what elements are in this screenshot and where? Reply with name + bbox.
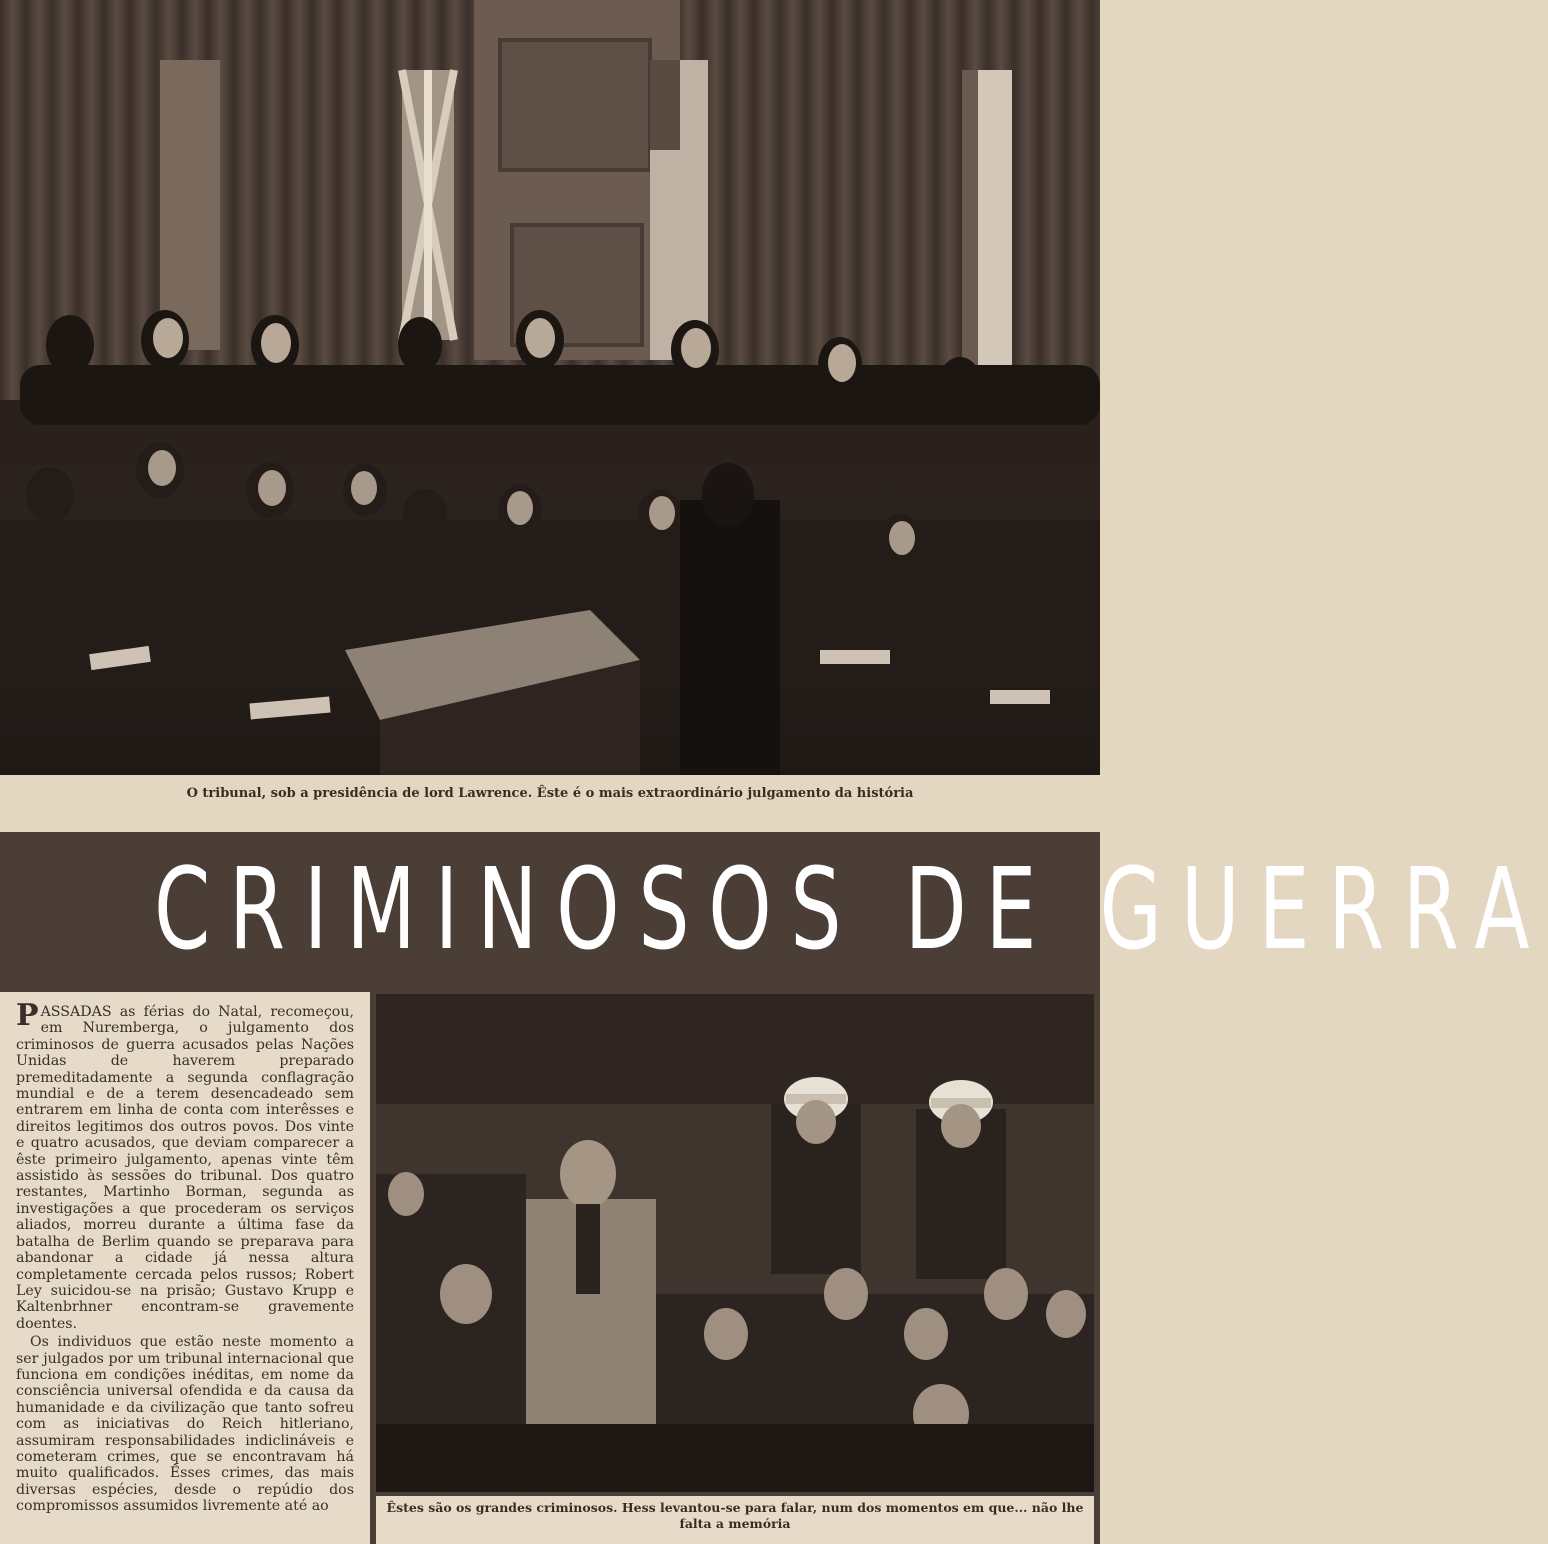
page-headline: CRIMINOSOS DE GUERRA (153, 845, 1548, 975)
article-paragraph: Os individuos que estão neste momento a ser julgados por um tribunal internacional que funciona em condições inéditas, em nome da consciência universal ofendida e da causa da humanidade e da civilização que tanto sofreu com as iniciativas do Reich hitleriano, assumiram responsabilidades indiclináveis e cometeram crimes, que se encontravam há muito qualificados. Êsses crimes, das mais diversas espécies, desde o repúdio dos compromissos assumidos livremente até ao (16, 1334, 354, 1515)
article-body (16, 998, 354, 1517)
tribunal-photo (0, 0, 1100, 775)
drop-cap: P (16, 998, 39, 1033)
top-photo-caption: O tribunal, sob a presidência de lord Lawrence. Êste é o mais extraordinário julgamento da história (186, 786, 914, 801)
bottom-caption-line-2: falta a memória (679, 1516, 791, 1531)
article-paragraph (16, 998, 354, 1332)
paragraph-1-text: ASSADAS as férias do Natal, recomeçou, em Nuremberga, o julgamento dos criminosos de guerra acusados pelas Nações Unidas de haverem preparado premeditadamente a segunda conflagração mundial e de a terem desencadeado sem entrarem em linha de conta com interêsses e direitos legitimos dos outros povos. Dos vinte e quatro acusados, que deviam comparecer a êste primeiro julgamento, apenas vinte têm assistido às sessões do tribunal. Dos quatro restantes, Martinho Borman, segunda as investigações a que procederam os serviços aliados, morreu durante a última fase da batalha de Berlim quando se preparava para abandonar a cidade já nessa altura completamente cercada pelos russos; Robert Ley suicidou-se na prisão; Gustavo Krupp e Kaltenbrhner encontram-se gravemente doentes. (16, 1004, 354, 1332)
bottom-caption-line-1: Êstes são os grandes criminosos. Hess levantou-se para falar, num dos momentos em que... não lhe (386, 1500, 1084, 1515)
defendants-photo (376, 994, 1094, 1492)
bottom-photo-caption (376, 1496, 1094, 1544)
